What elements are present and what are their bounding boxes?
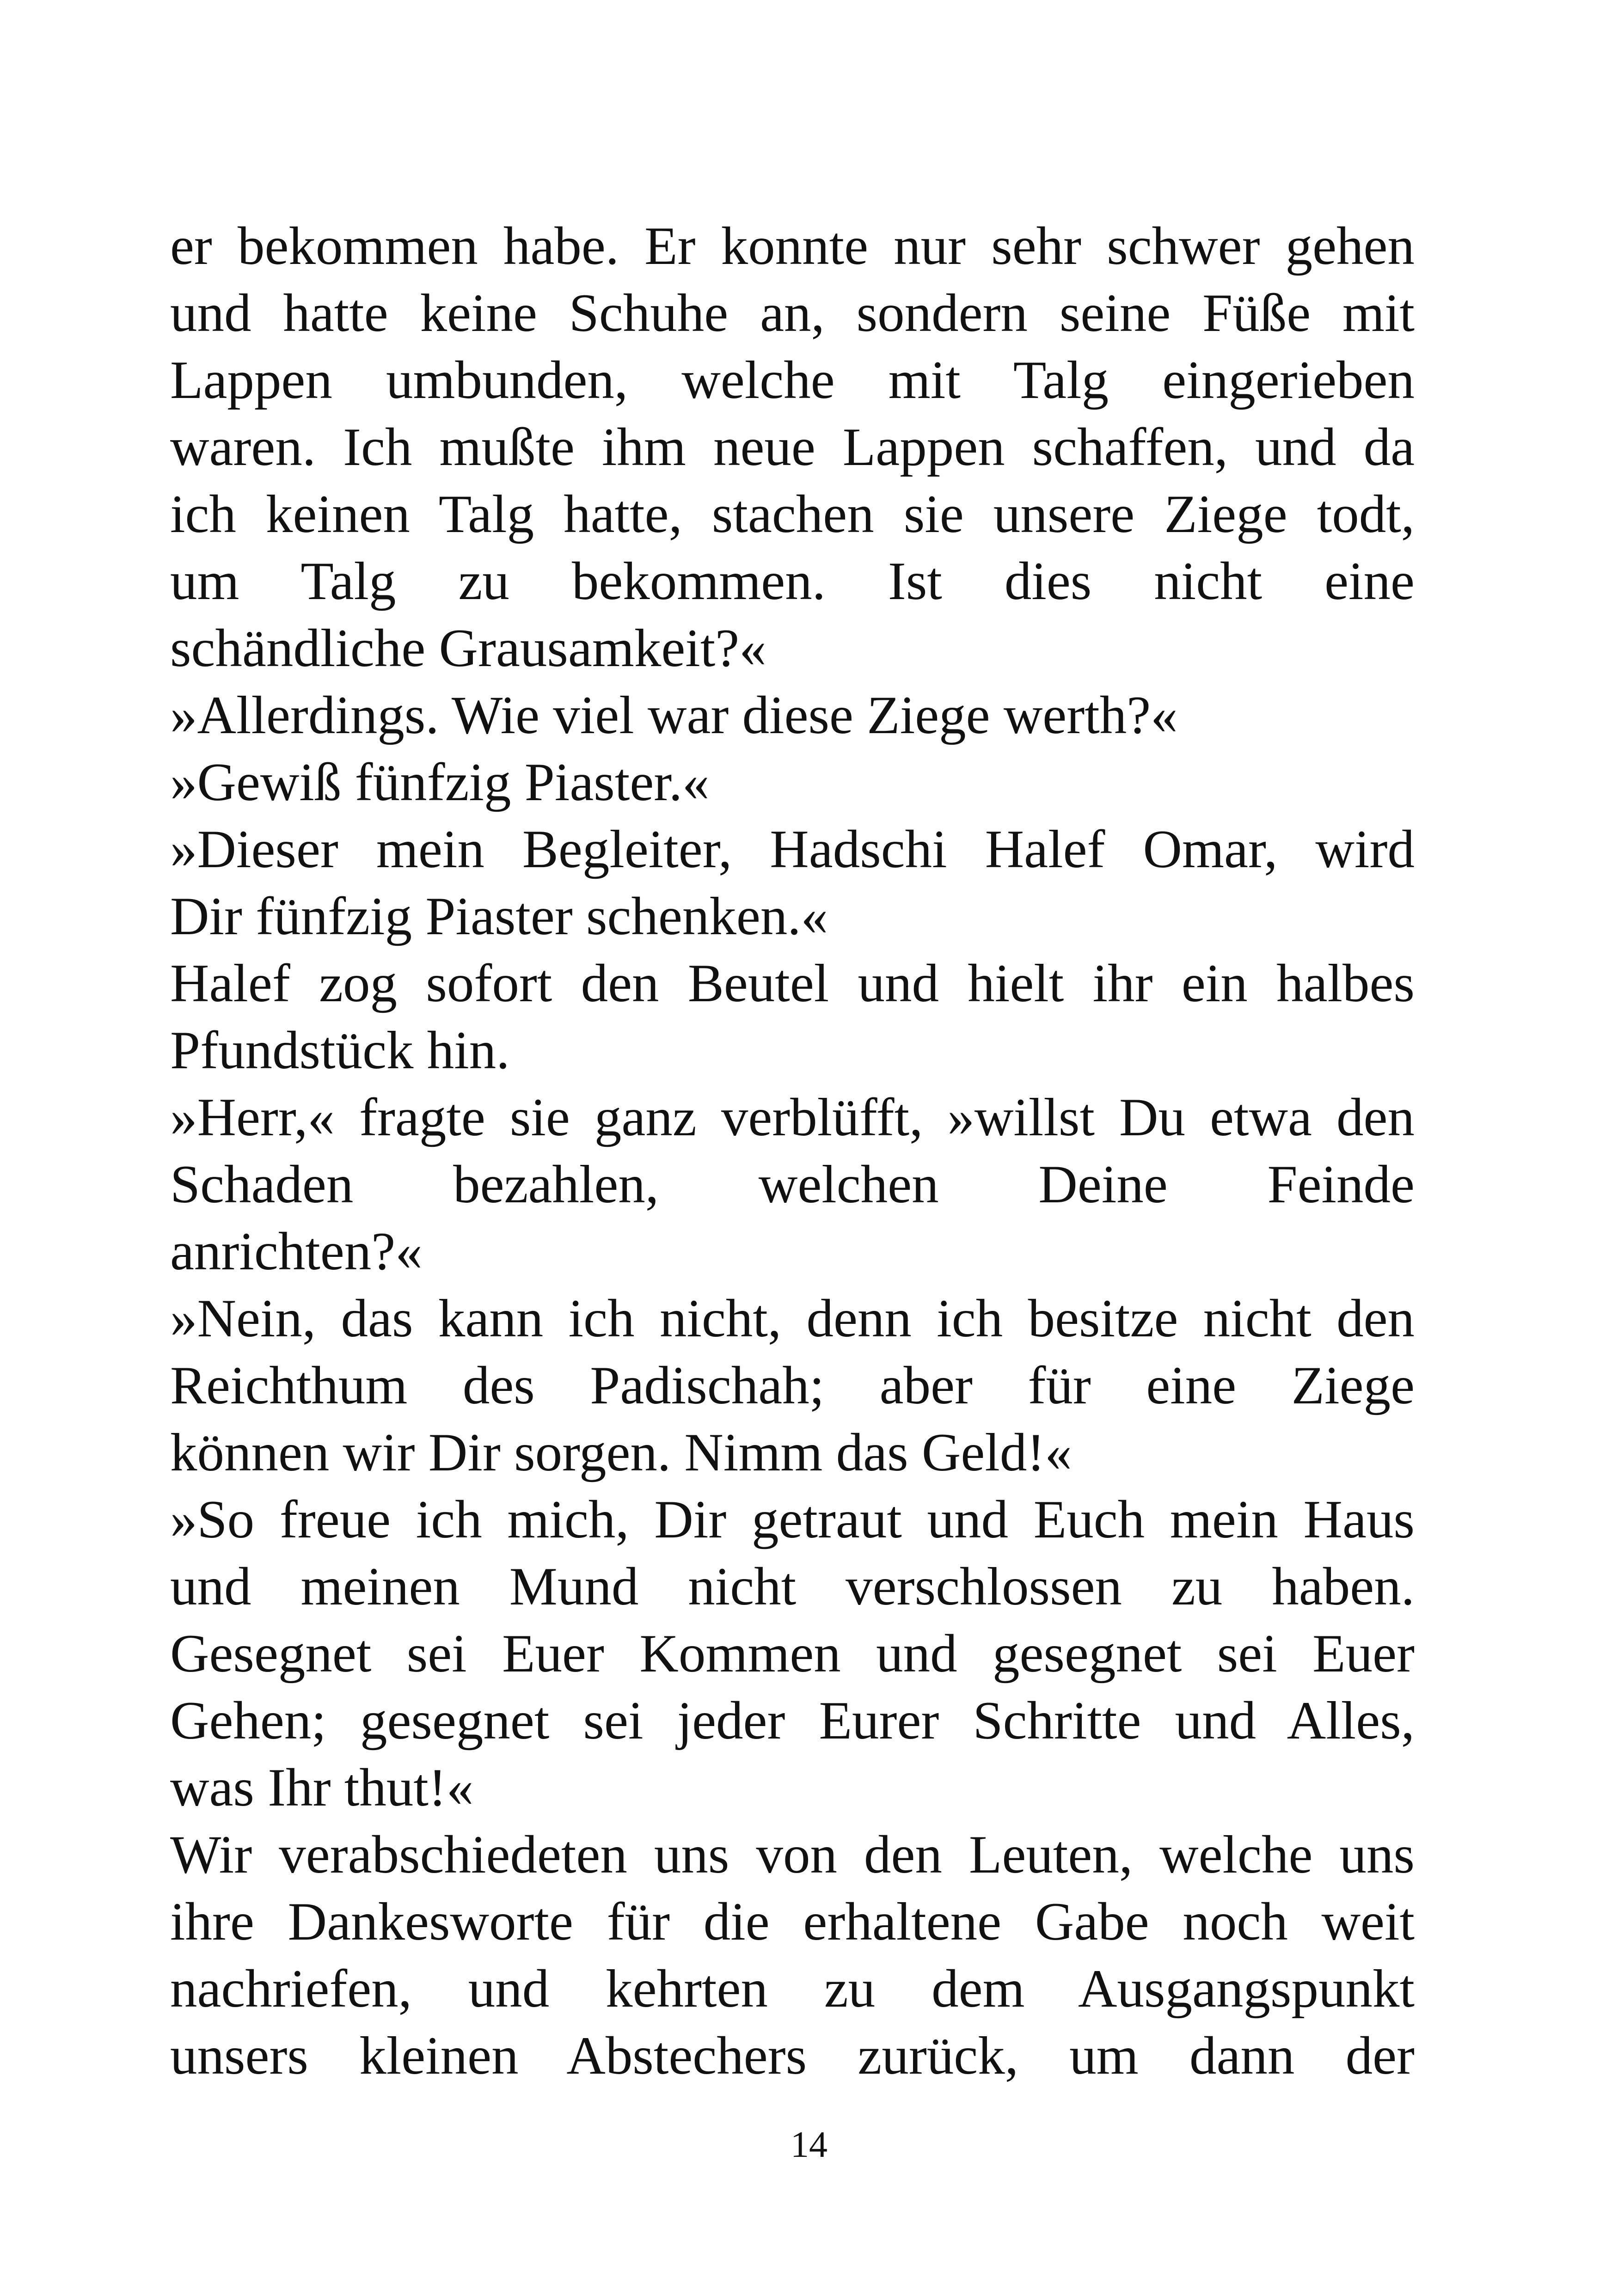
text-line: »So freue ich mich, Dir getraut und Euch mein Haus bbox=[170, 1490, 1415, 1549]
text-line: anrichten?« bbox=[170, 1222, 423, 1281]
paragraph bbox=[170, 1486, 1415, 1821]
text-line: nachriefen, und kehrten zu dem Ausgangspunkt bbox=[170, 1959, 1415, 2019]
paragraph bbox=[170, 682, 1415, 749]
text-line: ihre Dankesworte für die erhaltene Gabe noch weit bbox=[170, 1892, 1415, 1952]
text-line: Pfundstück hin. bbox=[170, 1021, 510, 1080]
text-line: Gehen; gesegnet sei jeder Eurer Schritte und Alles, bbox=[170, 1691, 1415, 1751]
text-line: Gesegnet sei Euer Kommen und gesegnet sei Euer bbox=[170, 1624, 1415, 1684]
text-line: und meinen Mund nicht verschlossen zu haben. bbox=[170, 1557, 1415, 1616]
paragraph bbox=[170, 1084, 1415, 1285]
paragraph bbox=[170, 1285, 1415, 1486]
page-number: 14 bbox=[791, 2125, 827, 2165]
text-line: »Herr,« fragte sie ganz verblüfft, »willst Du etwa den bbox=[170, 1088, 1415, 1147]
text-line: Wir verabschiedeten uns von den Leuten, welche uns bbox=[170, 1825, 1415, 1885]
text-line: »Allerdings. Wie viel war diese Ziege werth?« bbox=[170, 686, 1178, 745]
body-text bbox=[170, 213, 1415, 2089]
text-line: Lappen umbunden, welche mit Talg eingerieben bbox=[170, 350, 1415, 410]
text-line: Schaden bezahlen, welchen Deine Feinde bbox=[170, 1155, 1415, 1214]
text-line: waren. Ich mußte ihm neue Lappen schaffen, und da bbox=[170, 417, 1415, 477]
text-line: Halef zog sofort den Beutel und hielt ihr ein halbes bbox=[170, 954, 1415, 1013]
text-line: Dir fünfzig Piaster schenken.« bbox=[170, 887, 828, 946]
paragraph bbox=[170, 816, 1415, 950]
text-line: »Nein, das kann ich nicht, denn ich besitze nicht den bbox=[170, 1289, 1415, 1348]
paragraph bbox=[170, 749, 1415, 816]
paragraph bbox=[170, 213, 1415, 682]
paragraph bbox=[170, 1821, 1415, 2089]
text-line: Reichthum des Padischah; aber für eine Ziege bbox=[170, 1356, 1415, 1415]
text-line: um Talg zu bekommen. Ist dies nicht eine bbox=[170, 551, 1415, 611]
text-line: können wir Dir sorgen. Nimm das Geld!« bbox=[170, 1423, 1072, 1482]
text-line: was Ihr thut!« bbox=[170, 1758, 474, 1818]
text-line: schändliche Grausamkeit?« bbox=[170, 618, 766, 678]
text-line: ich keinen Talg hatte, stachen sie unsere Ziege todt, bbox=[170, 484, 1415, 544]
text-line: und hatte keine Schuhe an, sondern seine Füße mit bbox=[170, 283, 1415, 343]
text-line: unsers kleinen Abstechers zurück, um dann der bbox=[170, 2026, 1415, 2086]
text-line: »Dieser mein Begleiter, Hadschi Halef Omar, wird bbox=[170, 820, 1415, 879]
text-line: er bekommen habe. Er konnte nur sehr schwer gehen bbox=[170, 216, 1415, 276]
text-line: »Gewiß fünfzig Piaster.« bbox=[170, 753, 710, 812]
paragraph bbox=[170, 950, 1415, 1084]
